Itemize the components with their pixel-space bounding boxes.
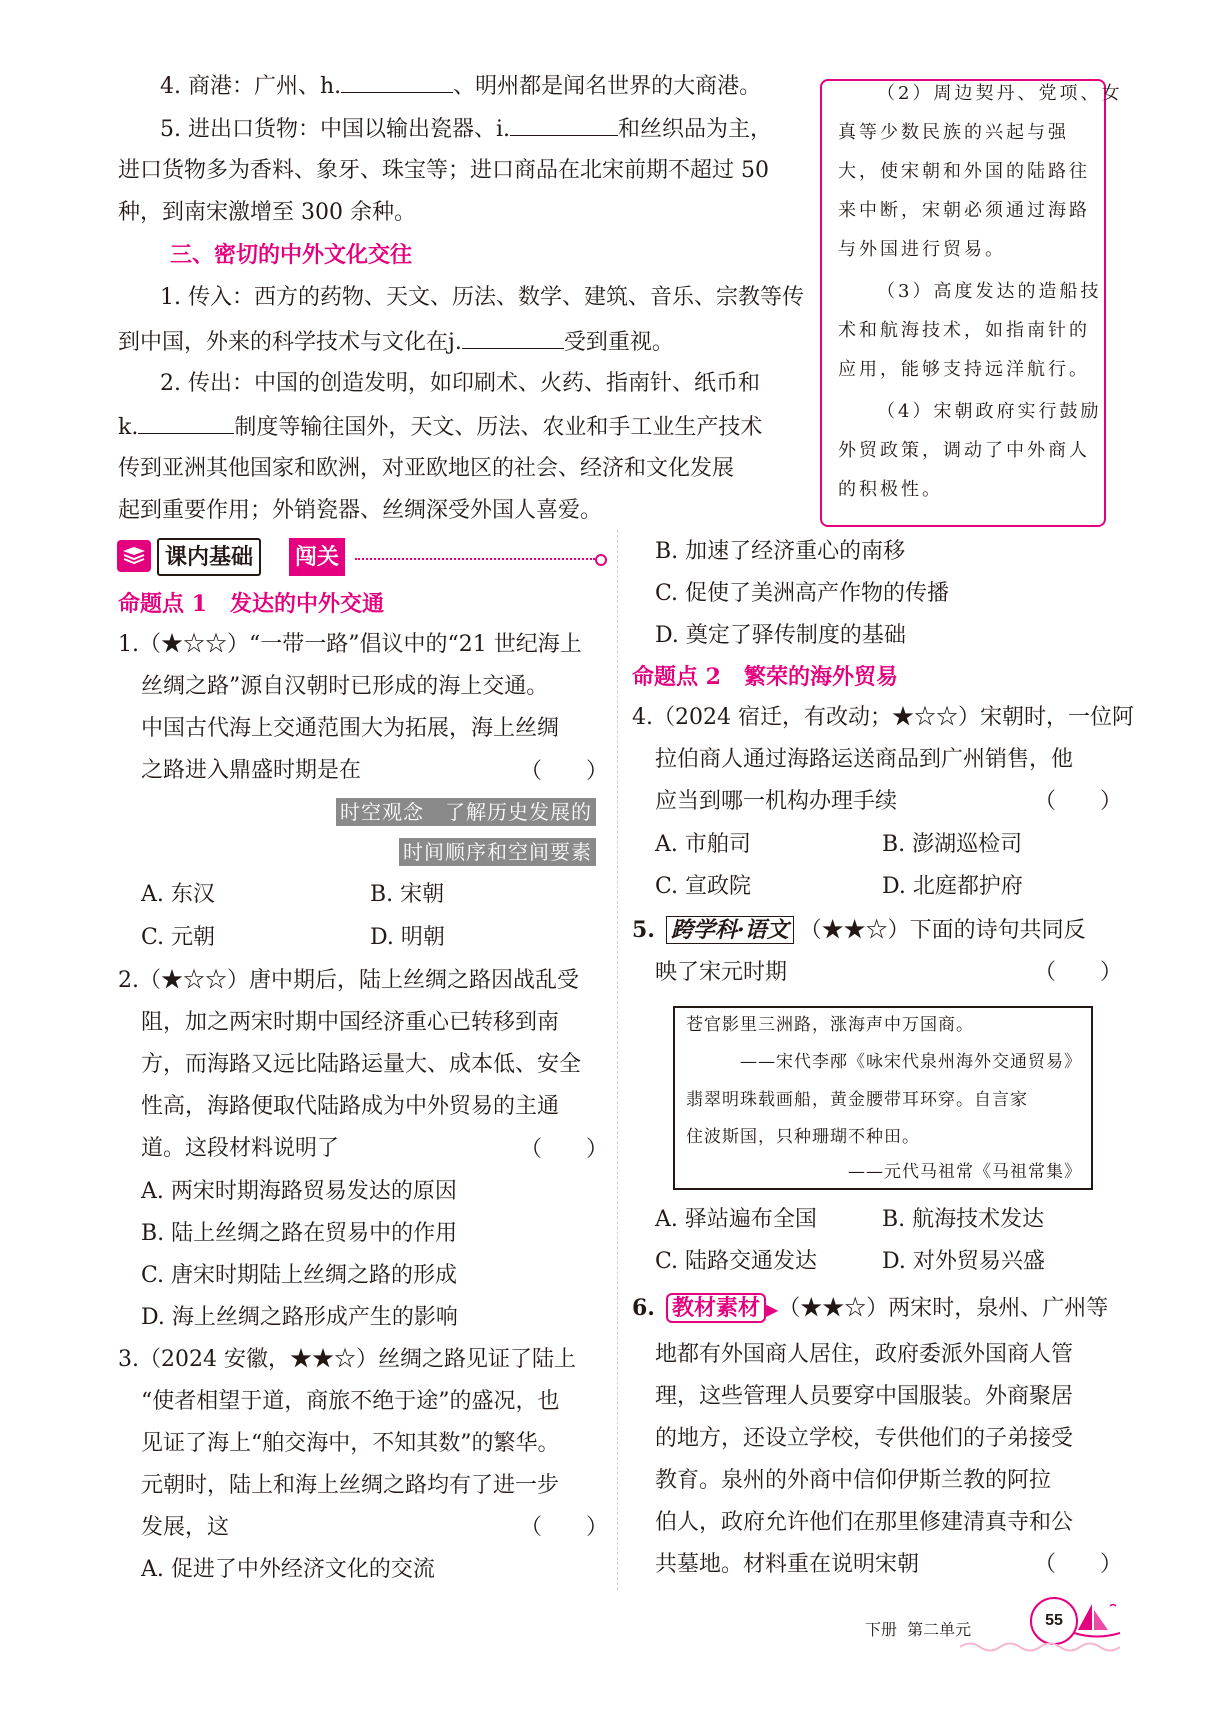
q5-subject-tag: 跨学科·语文 <box>666 916 794 944</box>
q4-answer-bracket[interactable]: （ ） <box>1034 789 1123 814</box>
q5-option-d[interactable]: D. 对外贸易兴盛 <box>882 1249 1045 1274</box>
page-number-badge <box>1030 1597 1078 1645</box>
q4-option-a[interactable]: A. 市舶司 <box>655 832 751 857</box>
column-divider <box>617 530 618 1590</box>
banner-part2: 闯关 <box>289 538 345 576</box>
quote-line-1: 苍官影里三洲路，涨海声中万国商。 <box>686 1015 974 1035</box>
blank-j-letter: j. <box>448 330 462 355</box>
q3-option-c[interactable]: C. 促使了美洲高产作物的传播 <box>655 581 950 606</box>
item-5-line2: 进口货物多为香料、象牙、珠宝等；进口商品在北宋前期不超过 50 <box>118 158 769 183</box>
item-1-post2: 受到重视。 <box>563 330 674 355</box>
banner <box>117 538 603 574</box>
q6-material-tag: 教材素材 <box>666 1293 766 1323</box>
blank-h-letter: h. <box>319 74 342 99</box>
q3-line-3: 见证了海上“舶交海中，不知其数”的繁华。 <box>141 1431 560 1456</box>
quote-line-5: ——元代马祖常《马祖常集》 <box>848 1162 1082 1182</box>
q5-number: 5. <box>632 917 655 943</box>
q3-line-1: 3.（2024 安徽，★★☆）丝绸之路见证了陆上 <box>118 1347 576 1372</box>
q3-line-5: 发展，这 <box>141 1515 230 1540</box>
q4-line-2: 拉伯商人通过海路运送商品到广州销售，他 <box>655 747 1074 772</box>
blank-i[interactable] <box>510 113 618 136</box>
q6-line1-rest: （★★☆）两宋时，泉州、广州等 <box>778 1296 1109 1321</box>
q2-option-c[interactable]: C. 唐宋时期陆上丝绸之路的形成 <box>141 1263 458 1288</box>
sidebar-line-1: （2）周边契丹、党项、女 <box>877 83 1123 104</box>
q2-option-a[interactable]: A. 两宋时期海路贸易发达的原因 <box>141 1179 457 1204</box>
item-4 <box>160 70 761 102</box>
q3-line-2: “使者相望于道，商旅不绝于途”的盛况，也 <box>141 1389 560 1414</box>
item-5 <box>160 113 772 145</box>
q1-option-a[interactable]: A. 东汉 <box>141 882 215 907</box>
q1-line-1: 1.（★☆☆）“一带一路”倡议中的“21 世纪海上 <box>118 632 582 657</box>
topic-2 <box>632 662 898 692</box>
item-1-line1: 1. 传入：西方的药物、天文、历法、数学、建筑、音乐、宗教等传 <box>160 285 804 310</box>
q6-line-6: 共墓地。材料重在说明宋朝 <box>655 1552 920 1577</box>
sidebar-line-8: 应用，能够支持远洋航行。 <box>838 359 1090 380</box>
item-1-line2 <box>118 326 674 358</box>
blank-i-letter: i. <box>496 117 511 142</box>
q5-line2: 映了宋元时期 <box>655 960 788 985</box>
q1-line-3: 中国古代海上交通范围大为拓展，海上丝绸 <box>141 716 560 741</box>
q1-line-4: 之路进入鼎盛时期是在 <box>141 758 362 783</box>
q3-line-4: 元朝时，陆上和海上丝绸之路均有了进一步 <box>141 1473 560 1498</box>
q4-line-3: 应当到哪一机构办理手续 <box>655 789 898 814</box>
q1-tag-line2: 时间顺序和空间要素 <box>399 838 596 866</box>
q6-line-3: 的地方，还设立学校，专供他们的子弟接受 <box>655 1426 1074 1451</box>
item-2-line2 <box>118 411 762 443</box>
q5-option-b[interactable]: B. 航海技术发达 <box>882 1207 1045 1232</box>
q6-answer-bracket[interactable]: （ ） <box>1034 1552 1123 1577</box>
q5-option-c[interactable]: C. 陆路交通发达 <box>655 1249 818 1274</box>
sidebar-line-7: 术和航海技术，如指南针的 <box>838 320 1090 341</box>
page-number: 55 <box>1045 1612 1063 1629</box>
sailboat-icon <box>1072 1600 1122 1642</box>
item-2-line1: 2. 传出：中国的创造发明，如印刷术、火药、指南针、纸币和 <box>160 371 760 396</box>
item-4-post: 、明州都是闻名世界的大商港。 <box>453 74 762 99</box>
topic-1 <box>118 589 384 619</box>
q6-line-4: 教育。泉州的外商中信仰伊斯兰教的阿拉 <box>655 1468 1052 1493</box>
sidebar-line-5: 与外国进行贸易。 <box>838 239 1006 260</box>
q2-line-4: 性高，海路便取代陆路成为中外贸易的主通 <box>141 1094 560 1119</box>
q6-number: 6. <box>632 1295 655 1321</box>
arrow-icon: ▶ <box>765 1300 779 1319</box>
q2-option-b[interactable]: B. 陆上丝绸之路在贸易中的作用 <box>141 1221 458 1246</box>
q5-answer-bracket[interactable]: （ ） <box>1034 960 1123 985</box>
item-5-post: 和丝织品为主， <box>618 117 773 142</box>
q1-option-d[interactable]: D. 明朝 <box>370 925 445 950</box>
q2-line-3: 方，而海路又远比陆路运量大、成本低、安全 <box>141 1052 582 1077</box>
q1-option-b[interactable]: B. 宋朝 <box>370 882 445 907</box>
q4-option-d[interactable]: D. 北庭都护府 <box>882 874 1023 899</box>
q3-option-d[interactable]: D. 奠定了驿传制度的基础 <box>655 623 906 648</box>
book-icon <box>117 540 151 572</box>
blank-k[interactable] <box>138 411 234 434</box>
q4-option-b[interactable]: B. 澎湖巡检司 <box>882 832 1023 857</box>
q3-answer-bracket[interactable]: （ ） <box>520 1515 609 1540</box>
blank-h[interactable] <box>341 70 453 93</box>
q4-line-1: 4.（2024 宿迁，有改动；★☆☆）宋朝时，一位阿 <box>632 705 1134 730</box>
q6-line-2: 理，这些管理人员要穿中国服装。外商聚居 <box>655 1384 1074 1409</box>
q6-line-1: 地都有外国商人居住，政府委派外国商人管 <box>655 1342 1074 1367</box>
section-3-title: 三、密切的中外文化交往 <box>170 242 413 268</box>
q6-line1 <box>632 1293 1108 1325</box>
q5-option-a[interactable]: A. 驿站遍布全国 <box>655 1207 817 1232</box>
banner-dotted-line <box>355 558 595 560</box>
q5-line1-rest: （★★☆）下面的诗句共同反 <box>799 918 1086 943</box>
q1-answer-bracket[interactable]: （ ） <box>520 759 609 784</box>
quote-line-2: ——宋代李邴《咏宋代泉州海外交通贸易》 <box>740 1052 1082 1072</box>
q1-option-c[interactable]: C. 元朝 <box>141 925 216 950</box>
banner-part1: 课内基础 <box>157 538 261 576</box>
item-2-line3: 传到亚洲其他国家和欧洲，对亚欧地区的社会、经济和文化发展 <box>118 456 735 481</box>
topic-2-label: 命题点 2 <box>632 664 721 690</box>
sidebar-line-3: 大，使宋朝和外国的陆路往 <box>838 161 1090 182</box>
q5-line1 <box>632 915 1086 946</box>
topic-2-title: 繁荣的海外贸易 <box>743 664 898 690</box>
q3-option-b[interactable]: B. 加速了经济重心的南移 <box>655 539 906 564</box>
topic-1-label: 命题点 1 <box>118 591 207 617</box>
q6-line-5: 伯人，政府允许他们在那里修建清真寺和公 <box>655 1510 1074 1535</box>
q2-line-2: 阻，加之两宋时期中国经济重心已转移到南 <box>141 1010 560 1035</box>
sidebar-line-11: 的积极性。 <box>838 479 943 500</box>
sidebar-line-10: 外贸政策，调动了中外商人 <box>838 440 1090 461</box>
quote-line-4: 住波斯国，只种珊瑚不种田。 <box>686 1127 920 1147</box>
item-1-pre2: 到中国，外来的科学技术与文化在 <box>118 330 449 355</box>
footer-wave <box>960 1640 1120 1654</box>
sidebar-line-9: （4）宋朝政府实行鼓励 <box>877 401 1102 422</box>
q3-option-a[interactable]: A. 促进了中外经济文化的交流 <box>141 1557 435 1582</box>
topic-1-title: 发达的中外交通 <box>229 591 384 617</box>
quote-line-3: 翡翠明珠载画船，黄金腰带耳环穿。自言家 <box>686 1090 1028 1110</box>
q1-line-2: 丝绸之路”源自汉朝时已形成的海上交通。 <box>141 674 549 699</box>
sidebar-line-4: 来中断，宋朝必须通过海路 <box>838 200 1090 221</box>
item-4-pre: 4. 商港：广州、 <box>160 74 320 99</box>
q1-tag-line1: 时空观念 了解历史发展的 <box>336 798 596 826</box>
blank-k-letter: k. <box>118 415 139 440</box>
blank-j[interactable] <box>462 326 564 349</box>
item-5-pre: 5. 进出口货物：中国以输出瓷器、 <box>160 117 496 142</box>
item-2-post2: 制度等输往国外，天文、历法、农业和手工业生产技术 <box>234 415 763 440</box>
sidebar-line-2: 真等少数民族的兴起与强 <box>838 122 1069 143</box>
banner-end-dot <box>595 554 607 566</box>
item-2-line4: 起到重要作用；外销瓷器、丝绸深受外国人喜爱。 <box>118 498 603 523</box>
q2-option-d[interactable]: D. 海上丝绸之路形成产生的影响 <box>141 1305 458 1330</box>
q4-option-c[interactable]: C. 宣政院 <box>655 874 752 899</box>
q2-line-5: 道。这段材料说明了 <box>141 1136 340 1161</box>
sidebar-line-6: （3）高度发达的造船技 <box>877 281 1102 302</box>
item-5-line3: 种，到南宋激增至 300 余种。 <box>118 200 416 225</box>
q2-line-1: 2.（★☆☆）唐中期后，陆上丝绸之路因战乱受 <box>118 968 579 993</box>
footer-text: 下册 第二单元 <box>865 1620 972 1639</box>
q2-answer-bracket[interactable]: （ ） <box>520 1137 609 1162</box>
